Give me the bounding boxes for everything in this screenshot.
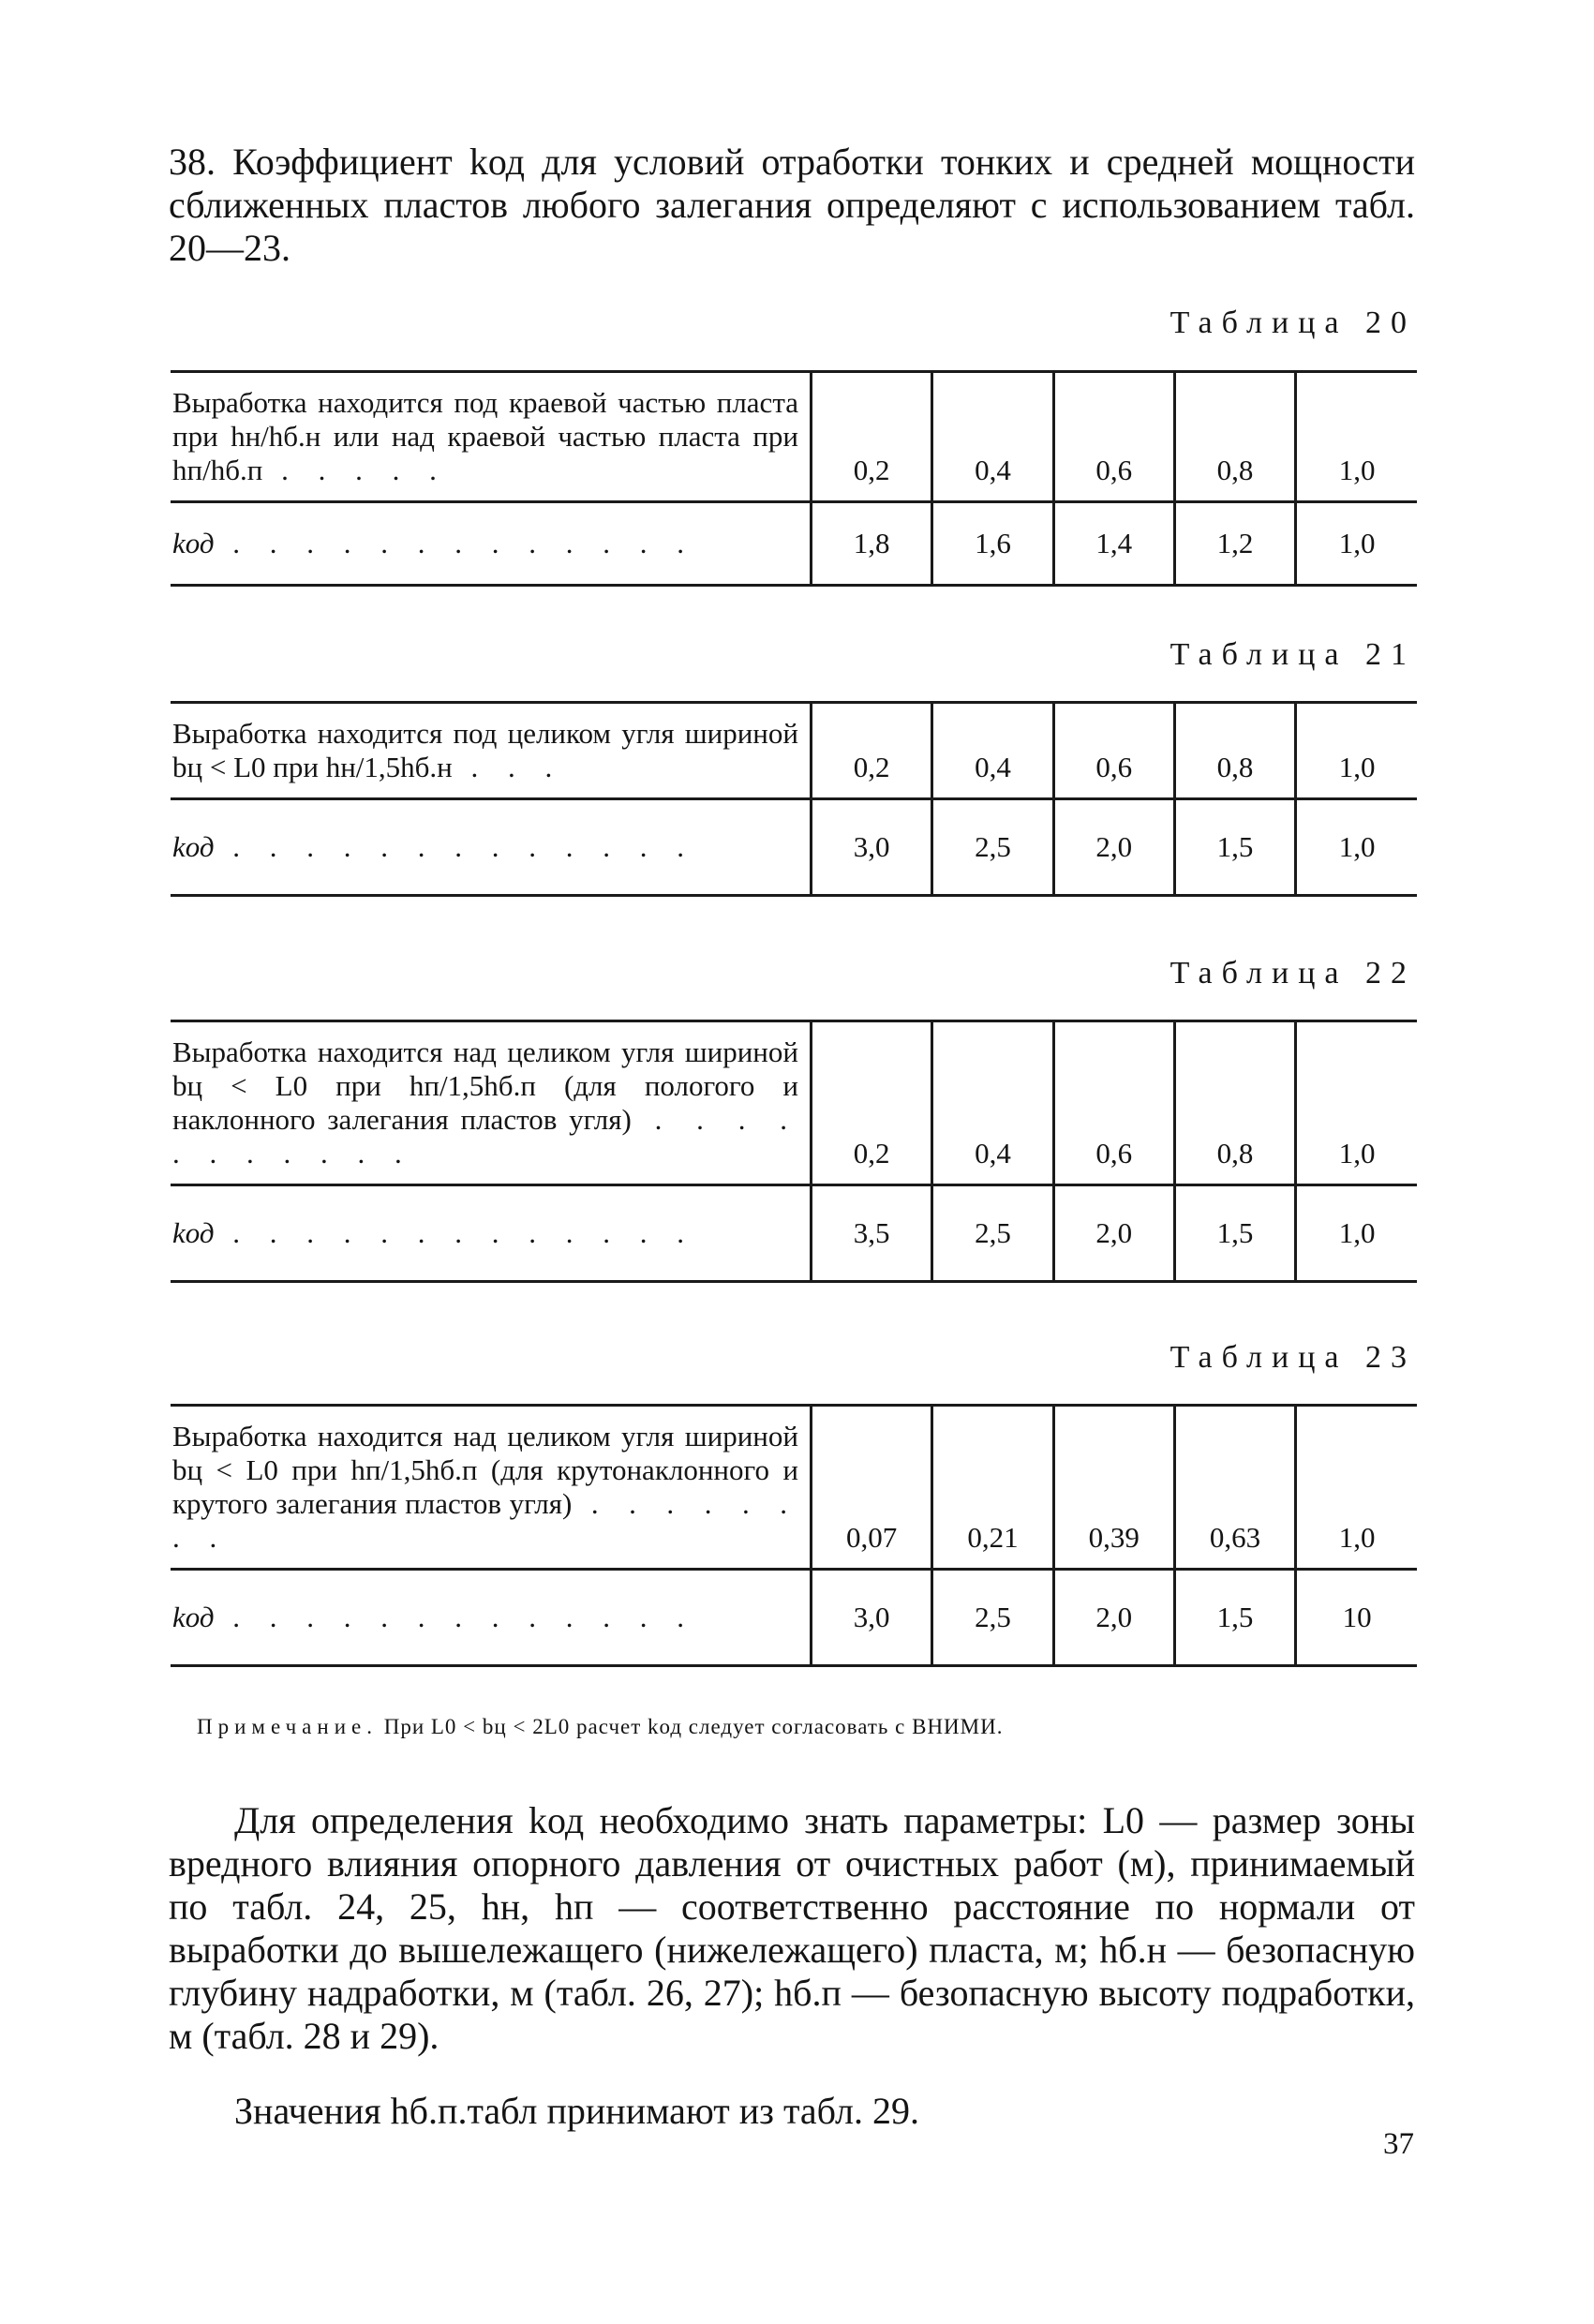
- table-23-condition: Выработка находится над целиком угля шириной bц < L0 при hп/1,5hб.п (для крутонаклонного и крутого залегания пластов угля): [172, 1420, 798, 1520]
- table-22-k-value: 2,0: [1053, 1185, 1174, 1282]
- table-22-condition: Выработка находится над целиком угля шириной bц < L0 при hп/1,5hб.п (для пологого и наклонного залегания пластов угля): [172, 1035, 798, 1136]
- body-paragraph: [169, 2090, 1415, 2133]
- table-row: Выработка находится над целиком угля шириной bц < L0 при hп/1,5hб.п (для пологого и наклонного залегания пластов угля) . . . . . . . . . . . 0,2 0,4 0,6 0,8 1,0: [171, 1021, 1417, 1185]
- table-row: kод . . . . . . . . . . . . . 3,0 2,5 2,0 1,5 1,0: [171, 799, 1417, 896]
- table-21-caption: Таблица 21: [1169, 637, 1416, 672]
- table-23-k-value: 1,5: [1174, 1570, 1295, 1666]
- table-20-value: 1,0: [1296, 372, 1417, 502]
- page-number: 37: [1383, 2127, 1414, 2161]
- table-21-value: 0,8: [1174, 703, 1295, 799]
- table-20-caption: Таблица 20: [1169, 305, 1416, 340]
- table-23-k-label: kод: [172, 1601, 215, 1633]
- table-22-value: 0,8: [1174, 1021, 1295, 1185]
- note-label: Примечание.: [197, 1715, 378, 1738]
- table-row: kод . . . . . . . . . . . . . 3,5 2,5 2,0 1,5 1,0: [171, 1185, 1417, 1282]
- table-21-k-label: kод: [172, 830, 215, 863]
- table-22-value: 0,4: [932, 1021, 1053, 1185]
- table-20-k-value: 1,6: [932, 502, 1053, 586]
- table-20-condition: Выработка находится под краевой частью пласта при hн/hб.н или над краевой частью пласта при hп/hб.п: [172, 386, 798, 486]
- table-20-value: 0,8: [1174, 372, 1295, 502]
- parameters-paragraph: Для определения kод необходимо знать параметры: L0 — размер зоны вредного влияния опорного давления от очистных работ (м), принимаемый по табл. 24, 25, hн, hп — соответственно расстояние по нормали от выработки до вышележащего (нижележащего) пласта, м; hб.н — безопасную глубину надработки, м (табл. 26, 27); hб.п — безопасную высоту подработки, м (табл. 28 и 29).: [169, 1799, 1415, 2057]
- table-21-k-value: 2,0: [1053, 799, 1174, 896]
- table-row: Выработка находится под краевой частью пласта при hн/hб.н или над краевой частью пласта при hп/hб.п . . . . . 0,2 0,4 0,6 0,8 1,0: [171, 372, 1417, 502]
- table-row: kод . . . . . . . . . . . . . 1,8 1,6 1,4 1,2 1,0: [171, 502, 1417, 586]
- table-23: [171, 1404, 1417, 1667]
- table-20-k-label: kод: [172, 527, 215, 559]
- intro-paragraph: 38. Коэффициент kод для условий отработки тонких и средней мощности сближенных пластов любого залегания определяют с использованием табл. 20—23.: [169, 141, 1415, 269]
- note-text: При L0 < bц < 2L0 расчет kод следует согласовать с ВНИМИ.: [383, 1715, 1004, 1738]
- table-20-value: 0,4: [932, 372, 1053, 502]
- table-22-k-value: 3,5: [812, 1185, 932, 1282]
- table-20-k-value: 1,2: [1174, 502, 1295, 586]
- table-22-value: 0,6: [1053, 1021, 1174, 1185]
- table-21-value: 1,0: [1296, 703, 1417, 799]
- body-paragraph: [169, 1799, 1415, 2058]
- table-row: Выработка находится под целиком угля шириной bц < L0 при hн/1,5hб.н . . . 0,2 0,4 0,6 0,8 1,0: [171, 703, 1417, 799]
- table-21-k-value: 1,0: [1296, 799, 1417, 896]
- table-23-value: 0,07: [812, 1406, 932, 1570]
- table-20-k-value: 1,8: [812, 502, 932, 586]
- values-paragraph: Значения hб.п.табл принимают из табл. 29.: [234, 2090, 919, 2132]
- table-22-value: 0,2: [812, 1021, 932, 1185]
- table-22-k-value: 1,0: [1296, 1185, 1417, 1282]
- table-row: kод . . . . . . . . . . . . . 3,0 2,5 2,0 1,5 10: [171, 1570, 1417, 1666]
- table-21: [171, 701, 1417, 897]
- table-23-k-value: 2,0: [1053, 1570, 1174, 1666]
- table-21-value: 0,6: [1053, 703, 1174, 799]
- table-20-k-value: 1,0: [1296, 502, 1417, 586]
- table-22: [171, 1020, 1417, 1283]
- table-22-k-label: kод: [172, 1216, 215, 1249]
- table-23-caption: Таблица 23: [1169, 1340, 1416, 1375]
- table-20-value: 0,2: [812, 372, 932, 502]
- table-20: [171, 370, 1417, 587]
- table-21-value: 0,2: [812, 703, 932, 799]
- table-21-k-value: 2,5: [932, 799, 1053, 896]
- table-22-k-value: 2,5: [932, 1185, 1053, 1282]
- table-row: Выработка находится над целиком угля шириной bц < L0 при hп/1,5hб.п (для крутонаклонного и крутого залегания пластов угля) . . . . . . . . 0,07 0,21 0,39 0,63 1,0: [171, 1406, 1417, 1570]
- table-23-k-value: 10: [1296, 1570, 1417, 1666]
- table-21-condition: Выработка находится под целиком угля шириной bц < L0 при hн/1,5hб.н: [172, 717, 798, 783]
- table-23-k-value: 3,0: [812, 1570, 932, 1666]
- table-22-value: 1,0: [1296, 1021, 1417, 1185]
- table-23-k-value: 2,5: [932, 1570, 1053, 1666]
- table-23-value: 0,63: [1174, 1406, 1295, 1570]
- table-note: [197, 1715, 1003, 1739]
- table-22-k-value: 1,5: [1174, 1185, 1295, 1282]
- table-21-k-value: 3,0: [812, 799, 932, 896]
- table-21-value: 0,4: [932, 703, 1053, 799]
- table-20-value: 0,6: [1053, 372, 1174, 502]
- table-23-value: 0,39: [1053, 1406, 1174, 1570]
- table-22-caption: Таблица 22: [1169, 956, 1416, 991]
- table-23-value: 0,21: [932, 1406, 1053, 1570]
- table-23-value: 1,0: [1296, 1406, 1417, 1570]
- table-20-k-value: 1,4: [1053, 502, 1174, 586]
- table-21-k-value: 1,5: [1174, 799, 1295, 896]
